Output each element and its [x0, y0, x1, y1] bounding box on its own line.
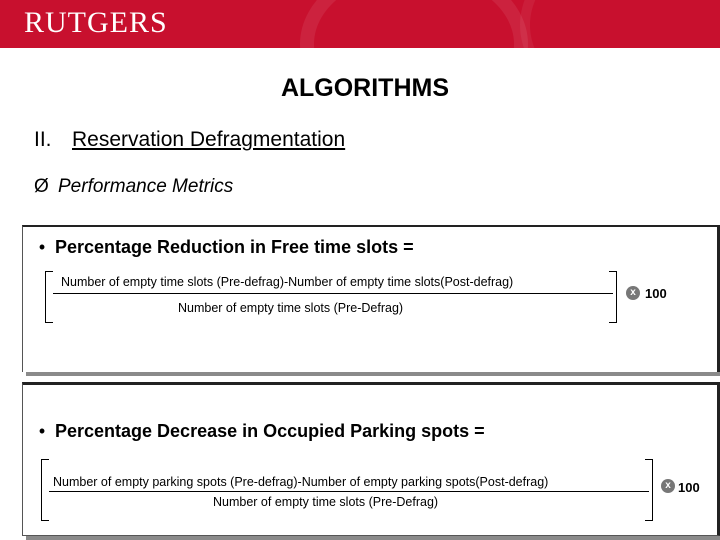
slide-subtitle [34, 128, 345, 152]
fraction-line [53, 293, 613, 294]
metric-heading-text: Percentage Decrease in Occupied Parking spots = [55, 421, 485, 441]
seal-watermark-2 [520, 0, 720, 48]
formula-denominator: Number of empty time slots (Pre-Defrag) [213, 495, 439, 509]
multiplier-value: 100 [678, 480, 700, 495]
arrow-bullet-icon: Ø [34, 176, 49, 197]
left-bracket [41, 459, 49, 521]
right-bracket [645, 459, 653, 521]
multiply-icon: x [626, 286, 640, 300]
metric-box-parking-spots [22, 382, 720, 536]
seal-watermark [300, 0, 528, 48]
metric-heading [29, 421, 485, 442]
metric-box-free-slots [22, 225, 720, 372]
left-bracket [45, 271, 53, 323]
header-banner [0, 0, 720, 48]
subtitle-text: Reservation Defragmentation [72, 128, 346, 151]
fraction-line [49, 491, 649, 492]
multiply-icon: x [661, 479, 675, 493]
multiplier-value: 100 [645, 286, 667, 301]
metric-heading-text: Percentage Reduction in Free time slots = [55, 237, 414, 257]
bullet-icon: • [38, 421, 46, 441]
formula-numerator: Number of empty time slots (Pre-defrag)-Number of empty time slots(Post-defrag) [61, 275, 514, 289]
right-bracket [609, 271, 617, 323]
bullet-icon: • [38, 237, 46, 257]
rutgers-logo: RUTGERS [24, 6, 168, 39]
slide-title: ALGORITHMS [280, 74, 450, 102]
metrics-label: Performance Metrics [58, 176, 234, 197]
formula-denominator: Number of empty time slots (Pre-Defrag) [178, 301, 404, 315]
metric-heading [29, 237, 414, 258]
subtitle-number: II. [34, 128, 52, 151]
formula-numerator: Number of empty parking spots (Pre-defrag)-Number of empty parking spots(Post-defrag) [53, 475, 549, 489]
performance-metrics-heading [34, 176, 233, 198]
